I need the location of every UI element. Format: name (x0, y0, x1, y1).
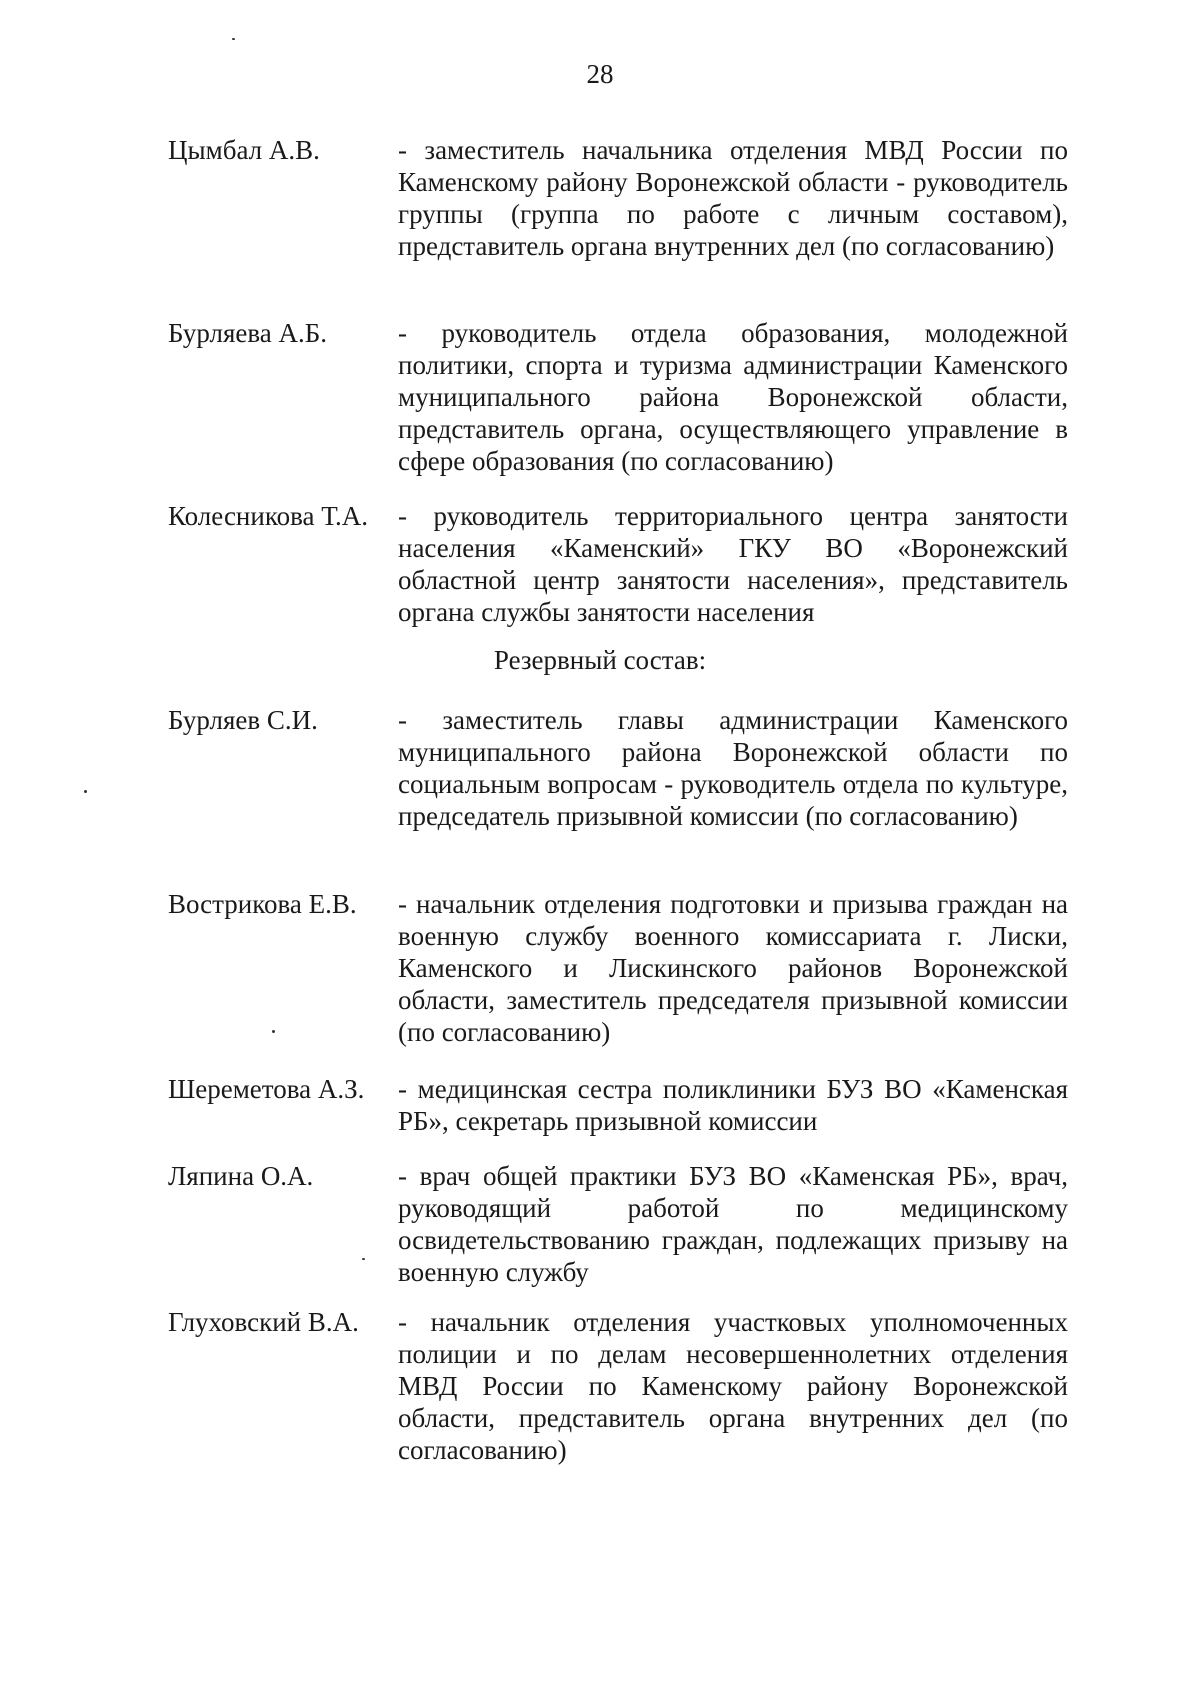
member-description: - начальник отделения подготовки и призыва граждан на военную службу военного комиссариата г. Лиски, Каменского и Лискинского районов Воронежской области, заместитель председателя призывной комиссии (по согласованию) (398, 889, 1068, 1047)
page-number: 28 (586, 59, 614, 89)
member-name: Шереметова А.З. (168, 1074, 365, 1104)
member-name: Цымбал А.В. (168, 135, 320, 165)
member-name: Бурляева А.Б. (168, 318, 327, 348)
member-name: Глуховский В.А. (168, 1307, 359, 1337)
scan-speck (362, 1258, 365, 1260)
member-description: - заместитель начальника отделения МВД России по Каменскому району Воронежской области - руководитель группы (группа по работе с личным составом), представитель органа внутренних дел (по согласованию) (398, 135, 1068, 261)
scan-speck (84, 790, 87, 793)
member-description: - руководитель территориального центра занятости населения «Каменский» ГКУ ВО «Воронежский областной центр занятости населения», представитель органа службы занятости населения (398, 501, 1068, 627)
member-description: - начальник отделения участковых уполномоченных полиции и по делам несовершеннолетних отделения МВД России по Каменскому району Воронежской области, представитель органа внутренних дел (по согласованию) (398, 1307, 1068, 1465)
member-name: Бурляев С.И. (168, 705, 318, 735)
member-description: - врач общей практики БУЗ ВО «Каменская РБ», врач, руководящий работой по медицинскому освидетельствованию граждан, подлежащих призыву на военную службу (398, 1161, 1068, 1287)
member-description: - руководитель отдела образования, молодежной политики, спорта и туризма администрации Каменского муниципального района Воронежской области, представитель органа, осуществляющего управление в сфере образования (по согласованию) (398, 318, 1068, 476)
scan-speck (272, 1030, 275, 1033)
member-name: Вострикова Е.В. (168, 889, 357, 919)
scan-speck (232, 38, 235, 40)
member-name: Ляпина О.А. (168, 1161, 314, 1191)
member-name: Колесникова Т.А. (168, 501, 368, 531)
member-description: - медицинская сестра поликлиники БУЗ ВО «Каменская РБ», секретарь призывной комиссии (398, 1074, 1068, 1136)
member-description: - заместитель главы администрации Каменского муниципального района Воронежской области по социальным вопросам - руководитель отдела по культуре, председатель призывной комиссии (по согласованию) (398, 705, 1068, 831)
reserve-section-title: Резервный состав: (493, 645, 707, 675)
